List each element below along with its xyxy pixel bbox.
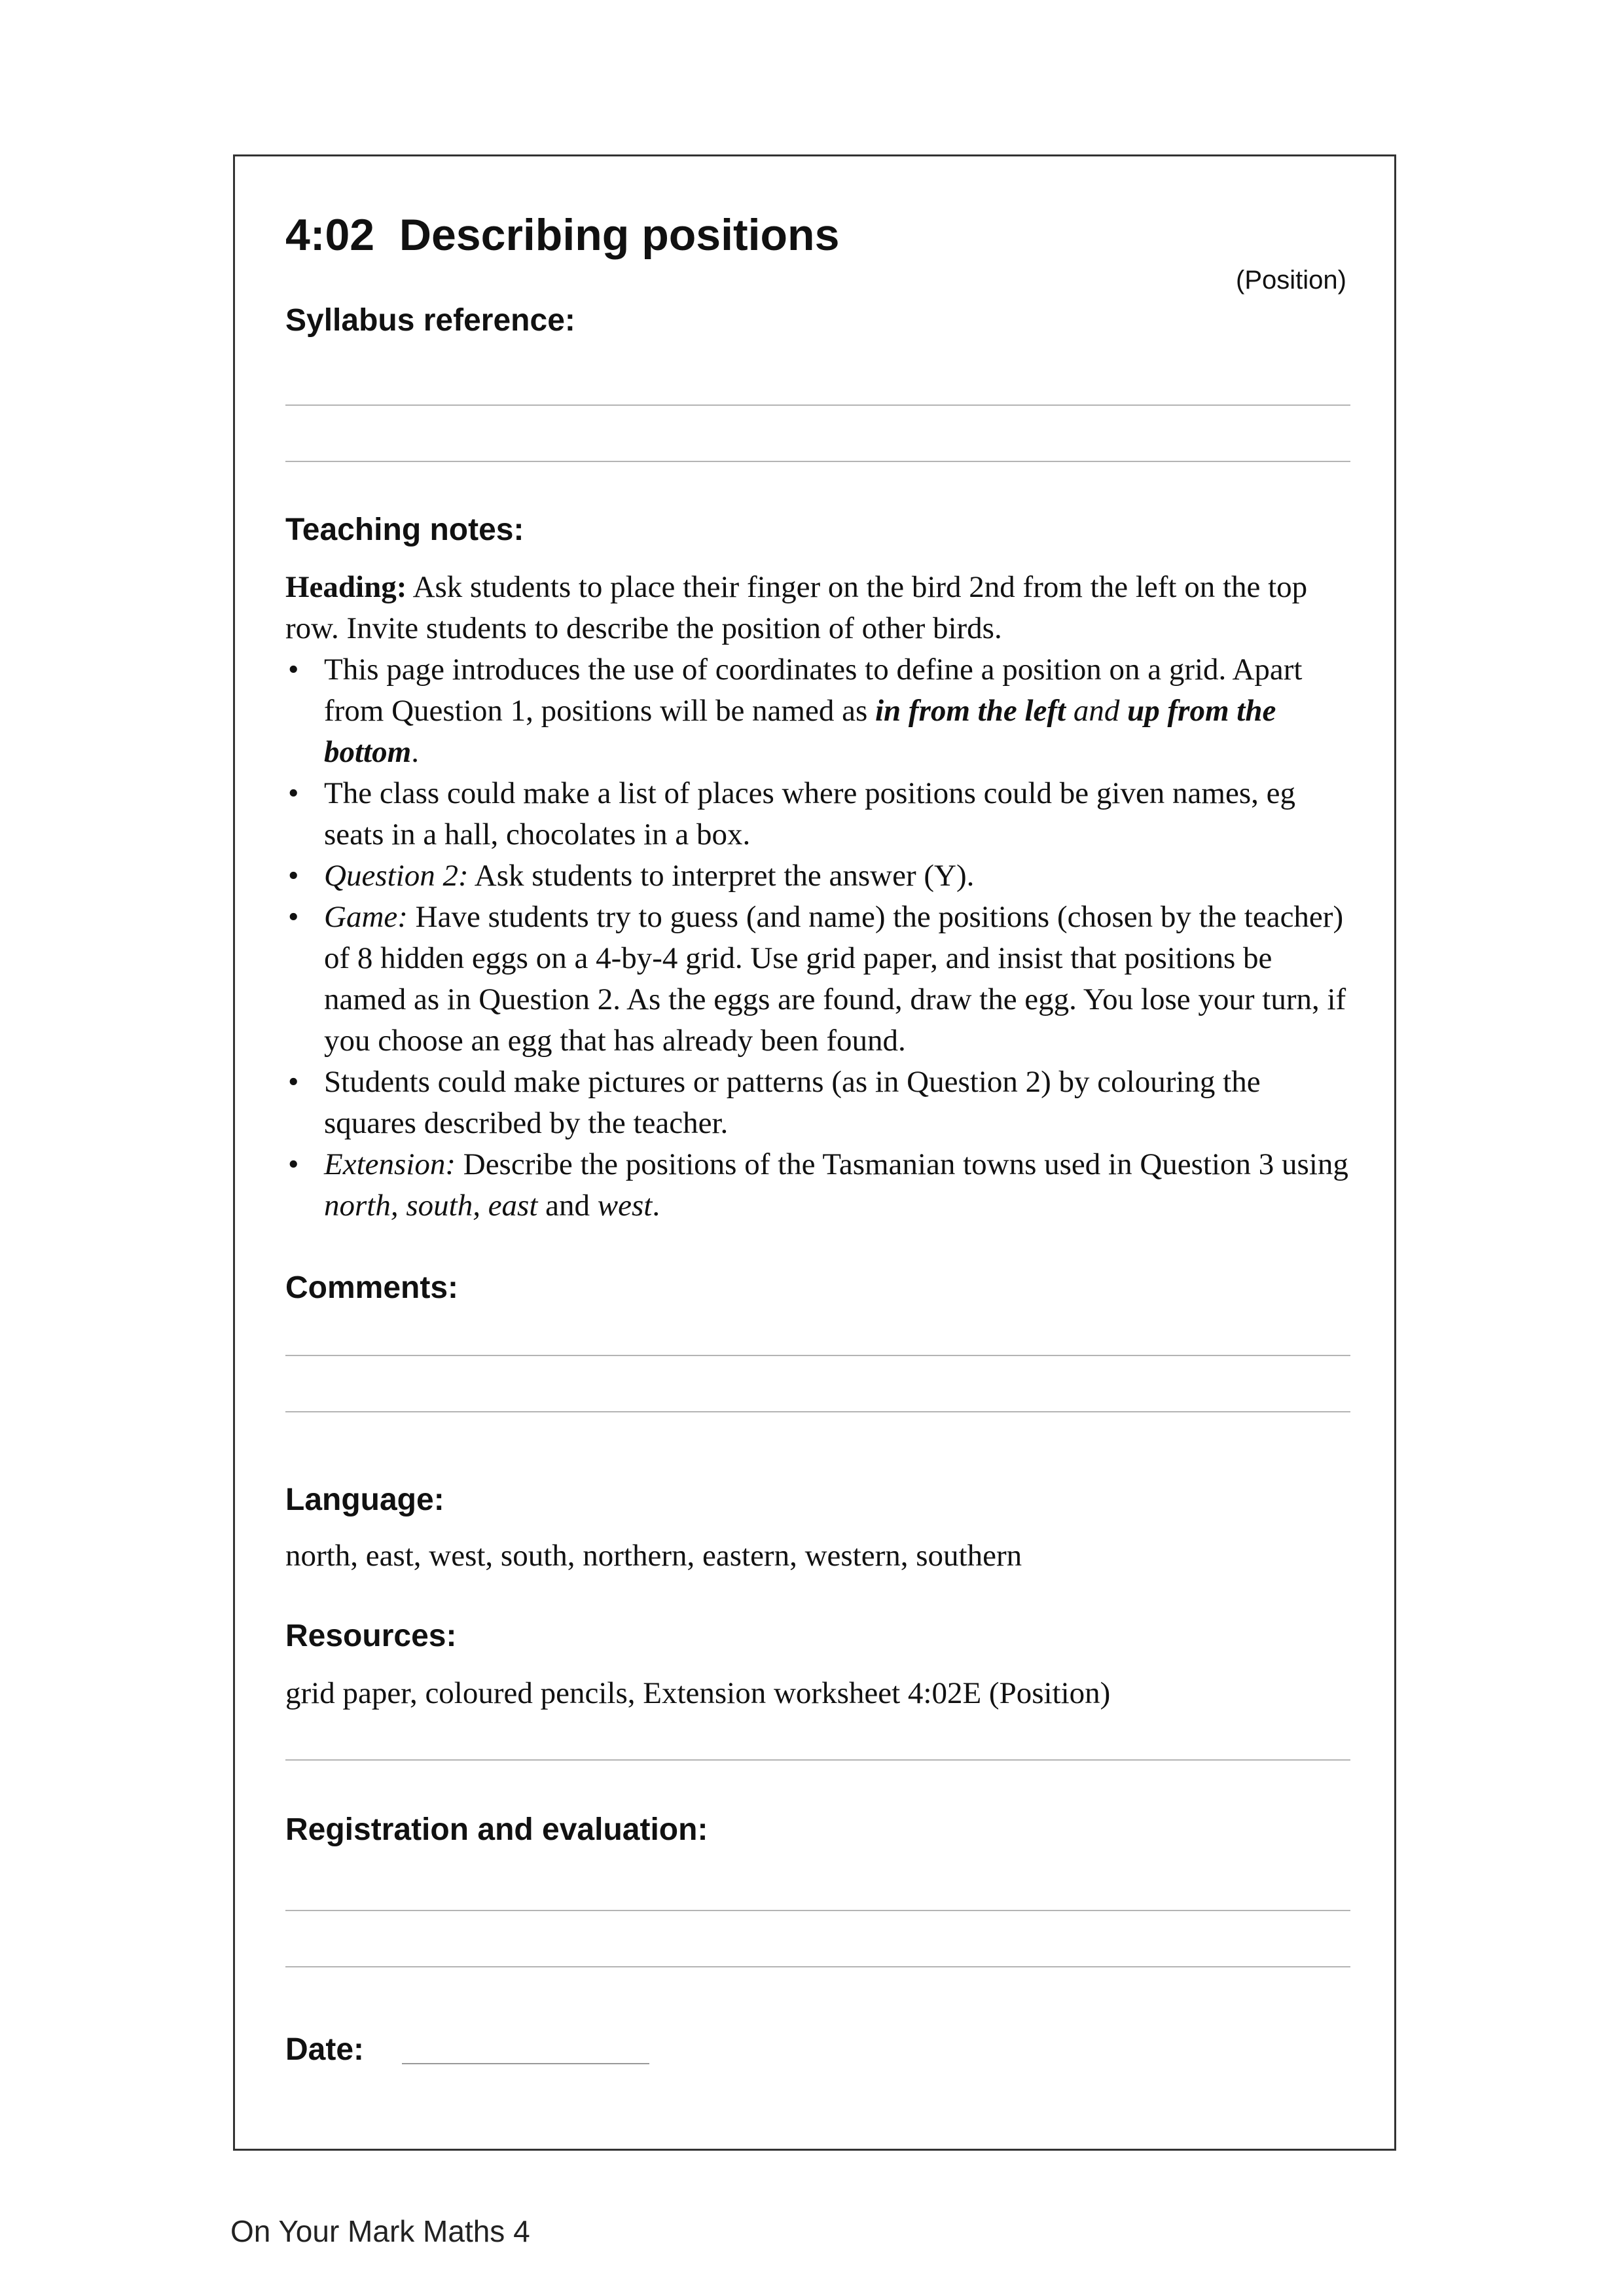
registration-line-2 [285,1966,1350,1967]
intro-label: Heading: [285,570,407,604]
bullet3-label: Question 2: [324,859,469,893]
resources-text: grid paper, coloured pencils, Extension worksheet 4:02E (Position) [285,1676,1111,1710]
teaching-notes-heading: Teaching notes: [285,512,524,547]
bullet6-directions: north, south, east [324,1189,538,1223]
language-heading: Language: [285,1482,444,1517]
notes-list [285,649,1352,1227]
date-heading: Date: [285,2032,365,2067]
page-title: 4:02 Describing positions [285,210,840,260]
intro-text: Ask students to place their finger on the bird 2nd from the left on the top row. Invite students to describe the position of other birds. [285,570,1308,645]
teaching-notes-body [285,567,1352,1227]
registration-heading: Registration and evaluation: [285,1812,708,1847]
registration-line-1 [285,1910,1350,1911]
list-item [285,1062,1352,1144]
language-text: north, east, west, south, northern, eastern, western, southern [285,1539,1022,1573]
list-item [285,773,1352,855]
comments-line-1 [285,1355,1350,1356]
bullet2-text: The class could make a list of places where positions could be given names, eg seats in a hall, chocolates in a box. [324,776,1295,852]
date-field-line [402,2063,649,2064]
page-footer: On Your Mark Maths 4 [230,2214,530,2248]
bullet6-label: Extension: [324,1147,456,1181]
bullet5-text: Students could make pictures or patterns (as in Question 2) by colouring the squares described by the teacher. [324,1065,1261,1140]
bullet6-and: and [537,1189,598,1223]
comments-line-2 [285,1411,1350,1412]
list-item [285,855,1352,897]
syllabus-heading: Syllabus reference: [285,303,575,338]
list-item [285,1144,1352,1227]
syllabus-line-1 [285,404,1350,406]
syllabus-line-2 [285,461,1350,462]
bullet1-emphasis: in from the left [875,694,1066,728]
category-tag: (Position) [1236,266,1346,295]
bullet4-text: Have students try to guess (and name) the positions (chosen by the teacher) of 8 hidden eggs on a 4-by-4 grid. Use grid paper, and insist that positions be named as in Question 2. As the eggs are found, draw the egg. You lose your turn, if you choose an egg that has already been found. [324,900,1346,1058]
bullet1-text: This page introduces the use of coordinates to define a position on a grid. Apart from Question 1, positions will be named as [324,653,1303,728]
bullet1-end: . [411,735,419,769]
list-item [285,897,1352,1062]
bullet3-text: Ask students to interpret the answer (Y). [468,859,975,893]
intro-paragraph [285,567,1352,649]
resources-line [285,1759,1350,1761]
bullet4-label: Game: [324,900,408,934]
bullet1-emphasis-2: up from the bottom [324,694,1276,769]
bullet1-and: and [1066,694,1128,728]
bullet6-text: Describe the positions of the Tasmanian towns used in Question 3 using [456,1147,1348,1181]
resources-heading: Resources: [285,1619,457,1653]
comments-heading: Comments: [285,1270,459,1305]
bullet6-end: . [652,1189,660,1223]
bullet6-west: west [597,1189,653,1223]
list-item [285,649,1352,773]
